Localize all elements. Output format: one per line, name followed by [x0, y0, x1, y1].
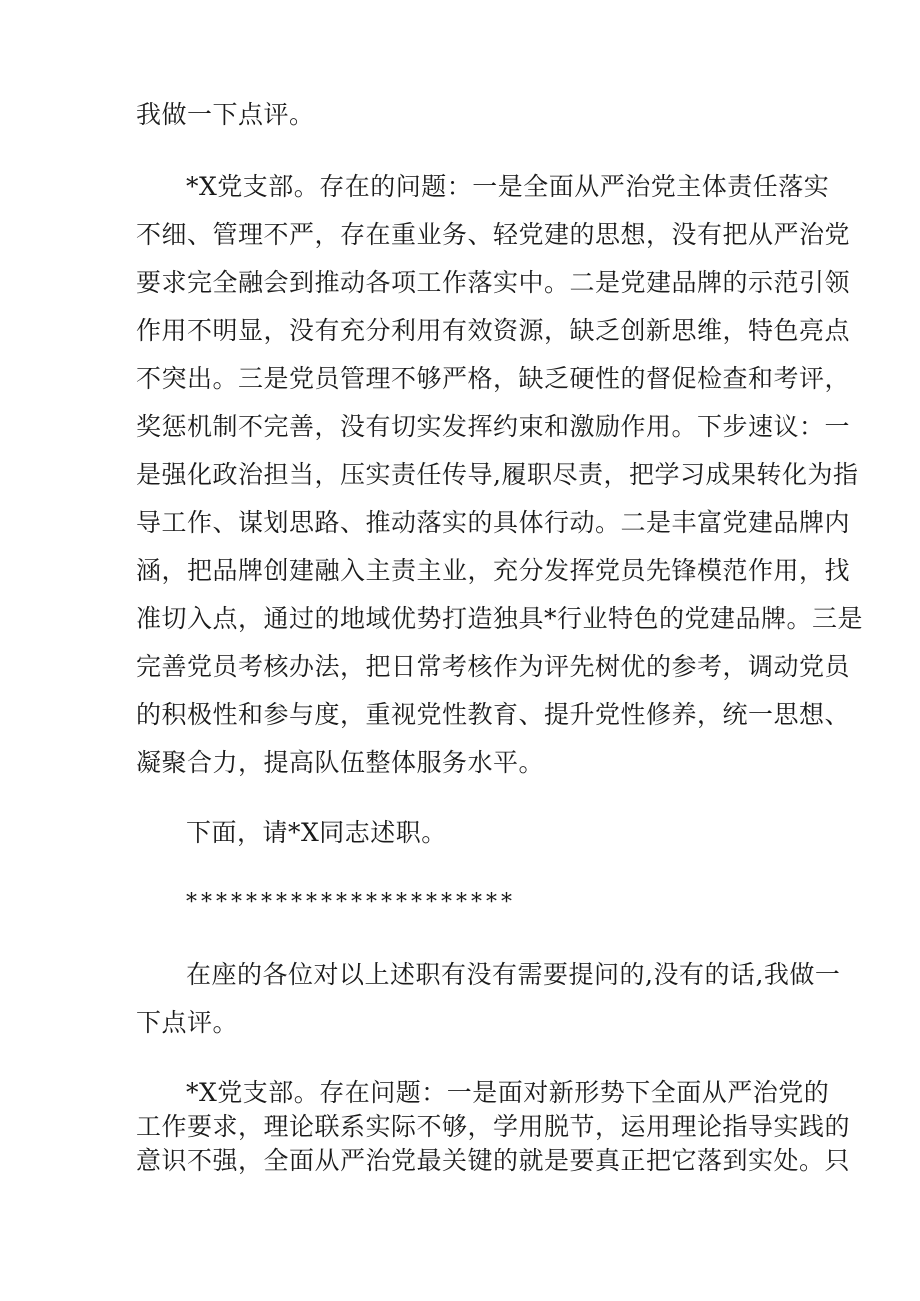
paragraph-line: 在座的各位对以上述职有没有需要提问的,没有的话,我做一	[186, 960, 841, 989]
paragraph-line: 要求完全融会到推动各项工作落实中。二是党建品牌的示范引领	[136, 268, 851, 297]
section-separator: **********************	[186, 890, 516, 915]
paragraph-line: 我做一下点评。	[136, 100, 315, 129]
paragraph-line: *X党支部。存在的问题：一是全面从严治党主体责任落实	[186, 172, 830, 201]
paragraph-line: 作用不明显，没有充分利用有效资源，缺乏创新思维，特色亮点	[136, 316, 851, 345]
paragraph-line: 不细、管理不严，存在重业务、轻党建的思想，没有把从严治党	[136, 220, 851, 249]
paragraph-line: *X党支部。存在问题：一是面对新形势下全面从严治党的	[186, 1078, 830, 1107]
paragraph-line: 工作要求，理论联系实际不够，学用脱节，运用理论指导实践的	[136, 1112, 851, 1141]
paragraph-line: 涵，把品牌创建融入主责主业，充分发挥党员先锋模范作用，找	[136, 556, 851, 585]
paragraph-line: 下面，请*X同志述职。	[186, 818, 447, 847]
paragraph-line: 下点评。	[136, 1008, 239, 1037]
paragraph-line: 意识不强，全面从严治党最关键的就是要真正把它落到实处。只	[136, 1146, 851, 1175]
paragraph-line: 凝聚合力，提高队伍整体服务水平。	[136, 748, 545, 777]
paragraph-line: 完善党员考核办法，把日常考核作为评先树优的参考，调动党员	[136, 652, 851, 681]
paragraph-line: 的积极性和参与度，重视党性教育、提升党性修养，统一思想、	[136, 700, 851, 729]
paragraph-line: 不突出。三是党员管理不够严格，缺乏硬性的督促检查和考评，	[136, 364, 851, 393]
paragraph-line: 是强化政治担当，压实责任传导,履职尽责，把学习成果转化为指	[136, 460, 859, 489]
paragraph-line: 奖惩机制不完善，没有切实发挥约束和激励作用。下步速议：一	[136, 412, 851, 441]
paragraph-line: 导工作、谋划思路、推动落实的具体行动。二是丰富党建品牌内	[136, 508, 851, 537]
paragraph-line: 准切入点，通过的地域优势打造独具*行业特色的党建品牌。三是	[136, 604, 864, 633]
